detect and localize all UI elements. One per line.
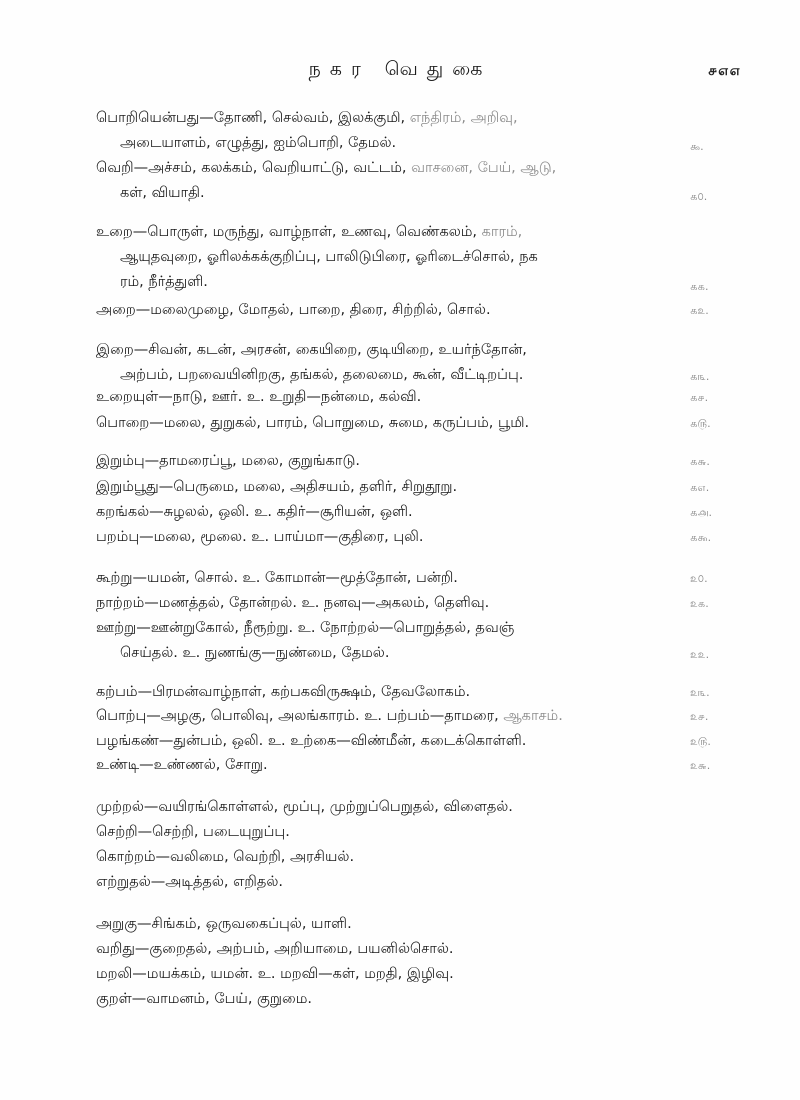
entry-faded-text: வாசனை, பேய், ஆடு, [406,160,557,176]
entry [96,500,696,525]
entry-number: ௧௫. [690,417,711,430]
entry [96,475,696,500]
entry-text: செற்றி—செற்றி, படையுறுப்பு. [96,824,290,840]
entry-number: ௨௬. [690,759,711,772]
entry [96,912,696,937]
entry-text: எற்றுதல்—அடித்தல், எறிதல். [96,874,283,890]
entry-text: கூற்று—யமன், சொல். உ. கோமான்—மூத்தோன், பன்றி. [96,570,458,586]
entry-number: ௨௩. [690,686,710,699]
entry [96,106,696,156]
entry-text: இறும்பு—தாமரைப்பூ, மலை, குறுங்காடு. [96,453,361,469]
entry-text: பழங்கண்—துன்பம், ஒலி. உ. உற்கை—விண்மீன், கடைக்கொள்ளி. [96,733,527,749]
entry [96,385,696,410]
entry [96,449,696,474]
entry [96,525,696,550]
entry-number: ௨௪. [690,710,709,723]
entry [96,845,696,870]
entry-text: உறை—பொருள், மருந்து, வாழ்நாள், உணவு, வெண்கலம், [96,224,478,240]
entry-number: ௧௯. [690,531,712,544]
entry-number: ௧௪. [690,391,709,404]
entry-text: இறை—சிவன், கடன், அரசன், கையிறை, குடியிறை, உயர்ந்தோன், [96,342,527,358]
entry-number: ௧௬. [690,455,710,468]
entry-text: வறிது—குறைதல், அற்பம், அறியாமை, பயனில்சொல். [96,941,454,957]
entry-faded-text: எந்திரம், அறிவு, [405,110,518,126]
entry-faded-text: காரம், [477,224,523,240]
entry-text: பொறியென்பது—தோணி, செல்வம், இலக்குமி, [96,110,406,126]
entry [96,220,696,295]
entry-text: உண்டி—உண்ணல், சோறு. [96,757,268,773]
entry [96,566,696,591]
entry-continuation: ரம், நீர்த்துளி. [120,274,208,290]
entry [96,591,696,616]
entry [96,729,696,754]
entry [96,616,696,666]
entry-text: பொற்பு—அழகு, பொலிவு, அலங்காரம். உ. பற்பம்—தாமரை, [96,708,499,724]
entry-number: ௧௨. [690,304,709,317]
entry-text: முற்றல்—வயிரங்கொள்ளல், மூப்பு, முற்றுப்பெறுதல், விளைதல். [96,799,513,815]
entry-text: உறையுள்—நாடு, ஊர். உ. உறுதி—நன்மை, கல்வி. [96,389,422,405]
entry-text: வெறி—அச்சம், கலக்கம், வெறியாட்டு, வட்டம், [96,160,407,176]
entry [96,411,696,436]
entry-number: ௨௦. [690,572,708,585]
entry [96,704,696,729]
entry [96,962,696,987]
page-number: ௪௭௭ [708,63,742,79]
entry-text: நாற்றம்—மணத்தல், தோன்றல். உ. நனவு—அகலம், தெளிவு. [96,595,490,611]
entry-continuation: கள், வியாதி. [120,185,205,201]
entry [96,298,696,323]
entry-continuation: செய்தல். உ. நுணங்கு—நுண்மை, தேமல். [120,645,390,661]
entry-text: அறுகு—சிங்கம், ஒருவகைப்புல், யாளி. [96,916,352,932]
entry-continuation: அடையாளம், எழுத்து, ஐம்பொறி, தேமல். [120,135,397,151]
entry-continuation: ஆயுதவுறை, ஓரிலக்கக்குறிப்பு, பாலிடுபிரை, ஓரிடைச்சொல், நக [120,249,538,265]
entry [96,987,696,1012]
entry-number: ௨௧. [690,597,709,610]
entry [96,338,696,388]
running-title: நகர வெதுகை [308,58,492,80]
entry-faded-text: ஆகாசம். [498,708,563,724]
entry-text: கற்பம்—பிரமன்வாழ்நாள், கற்பகவிருக்ஷம், தேவலோகம். [96,684,471,700]
entry-continuation: அற்பம், பறவையினிறகு, தங்கல், தலைமை, கூன், வீட்டிறப்பு. [120,367,524,383]
entry-text: கறங்கல்—சுழலல், ஒலி. உ. கதிர்—சூரியன், ஒளி. [96,504,413,520]
entry-number: ௧௧. [690,280,709,293]
entry [96,795,696,820]
entry-text: கொற்றம்—வலிமை, வெற்றி, அரசியல். [96,849,355,865]
entry [96,156,696,206]
entry [96,680,696,705]
entry-number: ௧௮. [690,506,712,519]
entry-text: ஊற்று—ஊன்றுகோல், நீரூற்று. உ. நோற்றல்—பொறுத்தல், தவஞ் [96,620,515,636]
entry [96,937,696,962]
entry-number: ௧௩. [690,370,710,383]
entry [96,753,696,778]
entry-number: ௧௭. [690,481,710,494]
entry-text: மறலி—மயக்கம், யமன். உ. மறவி—கள், மறதி, இழிவு. [96,966,454,982]
entry-text: அறை—மலைமுழை, மோதல், பாறை, திரை, சிற்றில், சொல். [96,302,491,318]
entry-text: பறம்பு—மலை, மூலை. உ. பாய்மா—குதிரை, புலி. [96,529,424,545]
entry [96,820,696,845]
entry-number: ௨௫. [690,735,711,748]
entry-text: பொறை—மலை, துறுகல், பாரம், பொறுமை, சுமை, கருப்பம், பூமி. [96,415,530,431]
entry [96,870,696,895]
entry-text: இறும்பூது—பெருமை, மலை, அதிசயம், தளிர், சிறுதூறு. [96,479,458,495]
entry-text: குறள்—வாமனம், பேய், குறுமை. [96,991,312,1007]
entry-number: ௨௨. [690,648,710,661]
entry-number: ௧௦. [690,190,708,203]
entry-number: ௯. [690,140,704,153]
